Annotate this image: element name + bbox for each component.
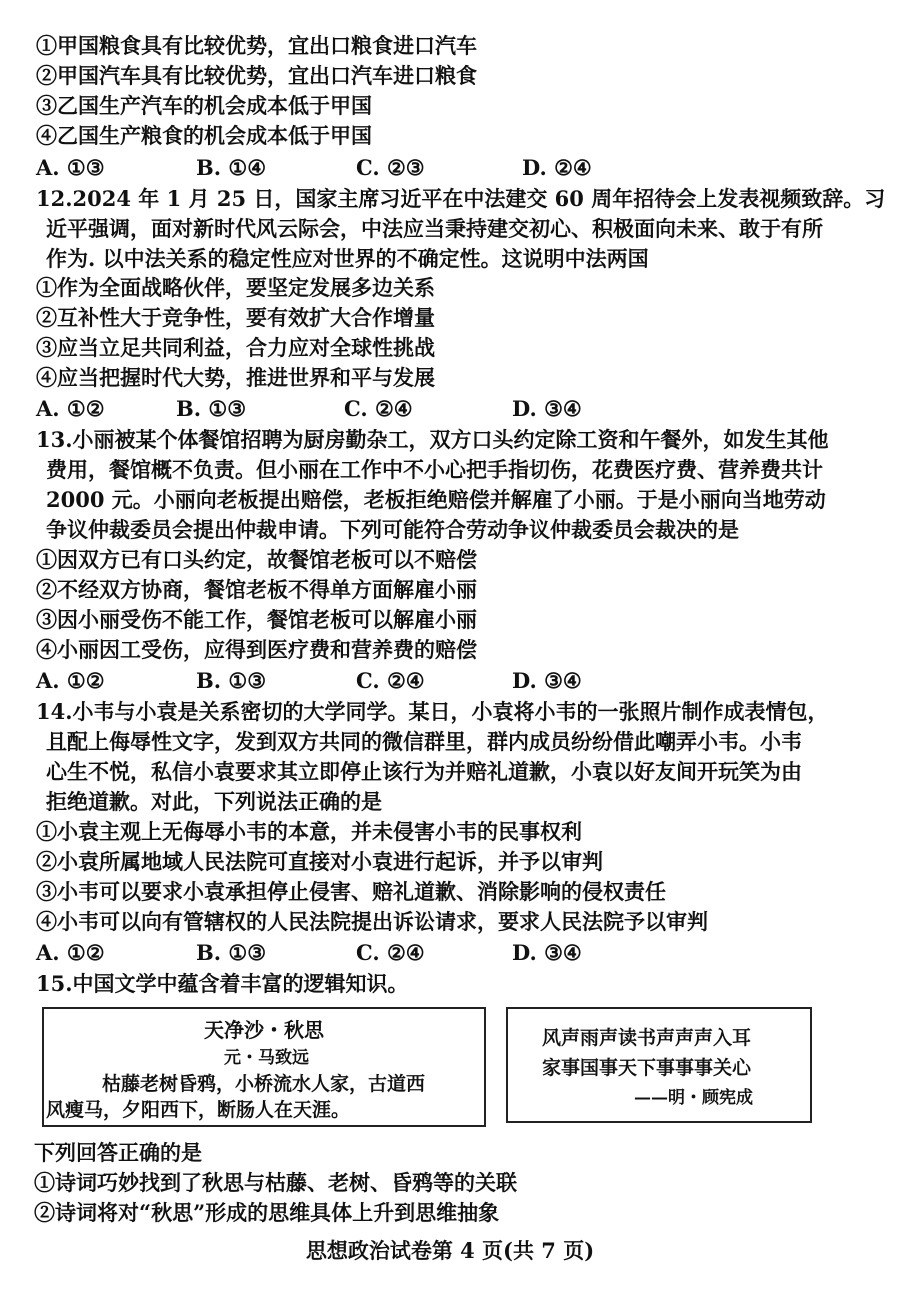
answer-choice-b: B. ①③	[196, 940, 267, 965]
couplet-line-1: 风声雨声读书声声声入耳	[542, 1027, 752, 1049]
q15-option-1: ①诗词巧妙找到了秋思与枯藤、老树、昏鸦等的关联	[34, 1170, 517, 1195]
q11-option-1: ①甲国粮食具有比较优势，宜出口粮食进口汽车	[36, 33, 477, 58]
poem-title: 天净沙・秋思	[204, 1018, 324, 1042]
answer-choice-a: A. ①③	[36, 155, 105, 180]
q14-stem-line-1: 14.小韦与小袁是关系密切的大学同学。某日，小袁将小韦的一张照片制作成表情包，	[36, 699, 829, 724]
q14-option-4: ④小韦可以向有管辖权的人民法院提出诉讼请求，要求人民法院予以审判	[36, 909, 708, 934]
answer-choice-c: C. ②④	[344, 396, 413, 421]
poem-line-1: 枯藤老树昏鸦，小桥流水人家，古道西	[102, 1073, 426, 1095]
q12-answer-choices	[36, 394, 736, 424]
q13-stem-line-1: 13.小丽被某个体餐馆招聘为厨房勤杂工，双方口头约定除工资和午餐外，如发生其他	[36, 427, 829, 452]
q15-stem: 15.中国文学中蕴含着丰富的逻辑知识。	[36, 971, 409, 996]
q14-option-1: ①小袁主观上无侮辱小韦的本意，并未侵害小韦的民事权利	[36, 819, 582, 844]
answer-choice-c: C. ②③	[356, 155, 425, 180]
q11-answer-choices	[36, 153, 736, 183]
q12-stem-line-2: 近平强调，面对新时代风云际会，中法应当秉持建交初心、积极面向未来、敢于有所	[46, 216, 823, 241]
q12-option-4: ④应当把握时代大势，推进世界和平与发展	[36, 365, 435, 390]
q12-stem-line-3: 作为. 以中法关系的稳定性应对世界的不确定性。这说明中法两国	[46, 246, 649, 271]
q13-option-2: ②不经双方协商，餐馆老板不得单方面解雇小丽	[36, 577, 477, 602]
q13-stem-line-4: 争议仲裁委员会提出仲裁申请。下列可能符合劳动争议仲裁委员会裁决的是	[46, 517, 739, 542]
q13-stem-line-3: 2000 元。小丽向老板提出赔偿，老板拒绝赔偿并解雇了小丽。于是小丽向当地劳动	[46, 487, 826, 512]
q12-option-2: ②互补性大于竞争性，要有效扩大合作增量	[36, 305, 435, 330]
couplet-author: ——明・顾宪成	[634, 1088, 753, 1108]
q11-option-3: ③乙国生产汽车的机会成本低于甲国	[36, 93, 372, 118]
q14-stem-line-4: 拒绝道歉。对此，下列说法正确的是	[46, 789, 382, 814]
q13-answer-choices	[36, 666, 736, 696]
couplet-box	[506, 1007, 812, 1123]
answer-choice-c: C. ②④	[356, 668, 425, 693]
q14-stem-line-3: 心生不悦，私信小袁要求其立即停止该行为并赔礼道歉，小袁以好友间开玩笑为由	[46, 759, 802, 784]
q14-answer-choices	[36, 938, 736, 968]
answer-choice-d: D. ③④	[512, 396, 582, 421]
q14-option-2: ②小袁所属地域人民法院可直接对小袁进行起诉，并予以审判	[36, 849, 603, 874]
q12-option-3: ③应当立足共同利益，合力应对全球性挑战	[36, 335, 435, 360]
page-footer: 思想政治试卷第 4 页(共 7 页)	[305, 1238, 595, 1263]
answer-choice-a: A. ①②	[36, 668, 105, 693]
answer-choice-a: A. ①②	[36, 396, 105, 421]
poem-author: 元・马致远	[224, 1048, 309, 1068]
couplet-line-2: 家事国事天下事事事关心	[542, 1057, 752, 1079]
answer-choice-b: B. ①③	[196, 668, 267, 693]
answer-choice-c: C. ②④	[356, 940, 425, 965]
answer-choice-d: D. ③④	[512, 668, 582, 693]
q12-stem-line-1: 12.2024 年 1 月 25 日，国家主席习近平在中法建交 60 周年招待会上发表视频致辞。习	[36, 186, 886, 211]
q15-option-2: ②诗词将对“秋思”形成的思维具体上升到思维抽象	[34, 1200, 500, 1225]
answer-choice-d: D. ③④	[512, 940, 582, 965]
q12-option-1: ①作为全面战略伙伴，要坚定发展多边关系	[36, 275, 435, 300]
q11-option-2: ②甲国汽车具有比较优势，宜出口汽车进口粮食	[36, 63, 477, 88]
poem-line-2: 风瘦马，夕阳西下，断肠人在天涯。	[46, 1099, 351, 1121]
q13-option-3: ③因小丽受伤不能工作，餐馆老板可以解雇小丽	[36, 607, 477, 632]
q14-stem-line-2: 且配上侮辱性文字，发到双方共同的微信群里，群内成员纷纷借此嘲弄小韦。小韦	[46, 729, 802, 754]
q15-prompt: 下列回答正确的是	[34, 1140, 202, 1165]
answer-choice-b: B. ①④	[196, 155, 267, 180]
answer-choice-d: D. ②④	[522, 155, 592, 180]
q13-option-1: ①因双方已有口头约定，故餐馆老板可以不赔偿	[36, 547, 477, 572]
q13-stem-line-2: 费用，餐馆概不负责。但小丽在工作中不小心把手指切伤，花费医疗费、营养费共计	[46, 457, 823, 482]
answer-choice-b: B. ①③	[176, 396, 247, 421]
poem-box-tianjingsha	[42, 1007, 486, 1127]
q14-option-3: ③小韦可以要求小袁承担停止侵害、赔礼道歉、消除影响的侵权责任	[36, 879, 666, 904]
q11-option-4: ④乙国生产粮食的机会成本低于甲国	[36, 123, 372, 148]
q13-option-4: ④小丽因工受伤，应得到医疗费和营养费的赔偿	[36, 637, 477, 662]
answer-choice-a: A. ①②	[36, 940, 105, 965]
